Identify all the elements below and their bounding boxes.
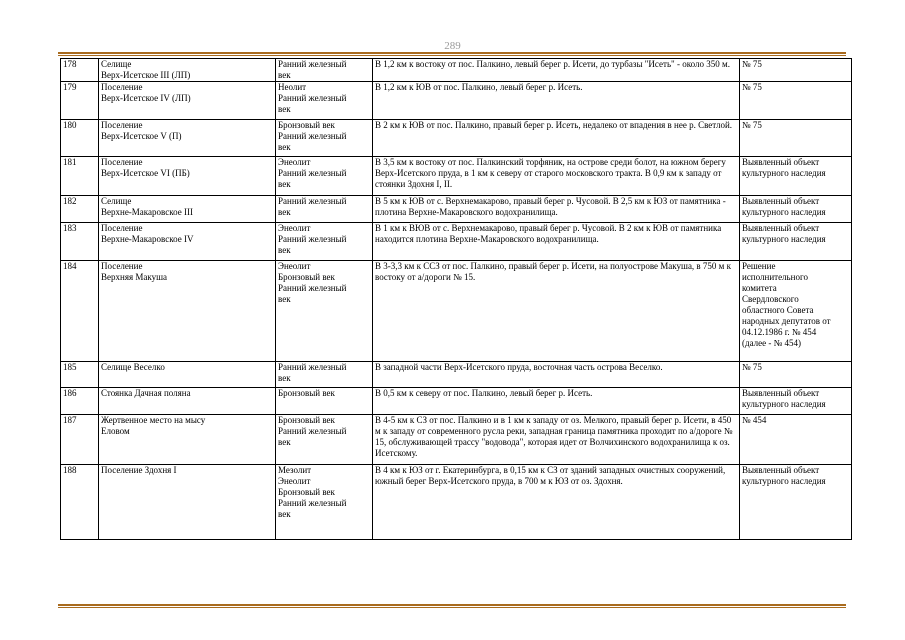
site-name-cell: Поселение Верх-Исетское VI (ПБ) (99, 157, 276, 196)
protection-document-cell: Выявленный объект культурного наследия (740, 223, 852, 261)
header-rule (58, 52, 846, 56)
location-cell: В 4-5 км к СЗ от пос. Палкино и в 1 км к западу от оз. Мелкого, правый берег р. Исети, в 450 м к западу от современного русла реки, западная граница памятника проходит по а/дороге № 15, обслуживающей трассу "водовода", которая идет от Волчихинского водохранилища к оз. Исетскому. (373, 415, 740, 465)
site-name-cell: Селище Верхне-Макаровское III (99, 196, 276, 223)
site-number-cell: 180 (61, 120, 99, 157)
site-number-cell: 178 (61, 59, 99, 82)
site-number-cell: 182 (61, 196, 99, 223)
site-number-cell: 187 (61, 415, 99, 465)
table-body (61, 59, 852, 540)
period-cell: Неолит Ранний железный век (276, 82, 373, 120)
site-number-cell: 185 (61, 362, 99, 388)
protection-document-cell: Выявленный объект культурного наследия (740, 157, 852, 196)
table-row (61, 82, 852, 120)
table-row (61, 157, 852, 196)
site-name-cell: Стоянка Дачная поляна (99, 388, 276, 415)
period-cell: Энеолит Бронзовый век Ранний железный век (276, 261, 373, 362)
site-name-cell: Поселение Верхняя Макуша (99, 261, 276, 362)
location-cell: В 1,2 км к ЮВ от пос. Палкино, левый берег р. Исеть. (373, 82, 740, 120)
site-name-cell: Селище Веселко (99, 362, 276, 388)
table-row (61, 415, 852, 465)
protection-document-cell: № 454 (740, 415, 852, 465)
footer-rule (58, 604, 846, 608)
period-cell: Ранний железный век (276, 362, 373, 388)
table-row (61, 261, 852, 362)
period-cell: Бронзовый век Ранний железный век (276, 120, 373, 157)
period-cell: Бронзовый век (276, 388, 373, 415)
site-number-cell: 183 (61, 223, 99, 261)
location-cell: В западной части Верх-Исетского пруда, восточная часть острова Веселко. (373, 362, 740, 388)
site-name-cell: Жертвенное место на мысу Еловом (99, 415, 276, 465)
period-cell: Ранний железный век (276, 196, 373, 223)
site-number-cell: 184 (61, 261, 99, 362)
location-cell: В 5 км к ЮВ от с. Верхнемакарово, правый берег р. Чусовой. В 2,5 км к ЮЗ от памятника - плотина Верхне-Макаровского водохранилища. (373, 196, 740, 223)
location-cell: В 0,5 км к северу от пос. Палкино, левый берег р. Исеть. (373, 388, 740, 415)
site-number-cell: 186 (61, 388, 99, 415)
site-name-cell: Селище Верх-Исетское III (ЛП) (99, 59, 276, 82)
table-row (61, 120, 852, 157)
protection-document-cell: Выявленный объект культурного наследия (740, 196, 852, 223)
table-row (61, 362, 852, 388)
site-name-cell: Поселение Верх-Исетское V (П) (99, 120, 276, 157)
site-name-cell: Поселение Верхне-Макаровское IV (99, 223, 276, 261)
protection-document-cell: № 75 (740, 59, 852, 82)
table-row (61, 223, 852, 261)
period-cell: Мезолит Энеолит Бронзовый век Ранний железный век (276, 465, 373, 540)
page-number: 289 (444, 40, 461, 52)
table-row (61, 59, 852, 82)
site-name-cell: Поселение Верх-Исетское IV (ЛП) (99, 82, 276, 120)
heritage-registry-table (60, 58, 852, 540)
location-cell: В 3,5 км к востоку от пос. Палкинский торфяник, на острове среди болот, на южном берегу Верх-Исетского пруда, в 1 км к северу от старого московского тракта. В 0,9 км к западу от стоянки Здохня I, II. (373, 157, 740, 196)
protection-document-cell: № 75 (740, 362, 852, 388)
protection-document-cell: Выявленный объект культурного наследия (740, 465, 852, 540)
site-name-cell: Поселение Здохня I (99, 465, 276, 540)
protection-document-cell: Решение исполнительного комитета Свердловского областного Совета народных депутатов от 04.12.1986 г. № 454 (далее - № 454) (740, 261, 852, 362)
site-number-cell: 181 (61, 157, 99, 196)
period-cell: Ранний железный век (276, 59, 373, 82)
location-cell: В 3-3,3 км к ССЗ от пос. Палкино, правый берег р. Исети, на полуострове Макуша, в 750 м к востоку от а/дороги № 15. (373, 261, 740, 362)
table-row (61, 196, 852, 223)
protection-document-cell: № 75 (740, 82, 852, 120)
table-row (61, 465, 852, 540)
location-cell: В 4 км к ЮЗ от г. Екатеринбурга, в 0,15 км к СЗ от зданий западных очистных сооружений, южный берег Верх-Исетского пруда, в 700 м к ЮЗ от оз. Здохня. (373, 465, 740, 540)
site-number-cell: 188 (61, 465, 99, 540)
site-number-cell: 179 (61, 82, 99, 120)
location-cell: В 1 км к ВЮВ от с. Верхнемакарово, правый берег р. Чусовой. В 2 км к ЮВ от памятника находится плотина Верхне-Макаровского водохранилища. (373, 223, 740, 261)
protection-document-cell: Выявленный объект культурного наследия (740, 388, 852, 415)
period-cell: Бронзовый век Ранний железный век (276, 415, 373, 465)
period-cell: Энеолит Ранний железный век (276, 157, 373, 196)
table-row (61, 388, 852, 415)
period-cell: Энеолит Ранний железный век (276, 223, 373, 261)
protection-document-cell: № 75 (740, 120, 852, 157)
location-cell: В 1,2 км к востоку от пос. Палкино, левый берег р. Исети, до турбазы "Исеть" - около 350 м. (373, 59, 740, 82)
location-cell: В 2 км к ЮВ от пос. Палкино, правый берег р. Исеть, недалеко от впадения в нее р. Светлой. (373, 120, 740, 157)
